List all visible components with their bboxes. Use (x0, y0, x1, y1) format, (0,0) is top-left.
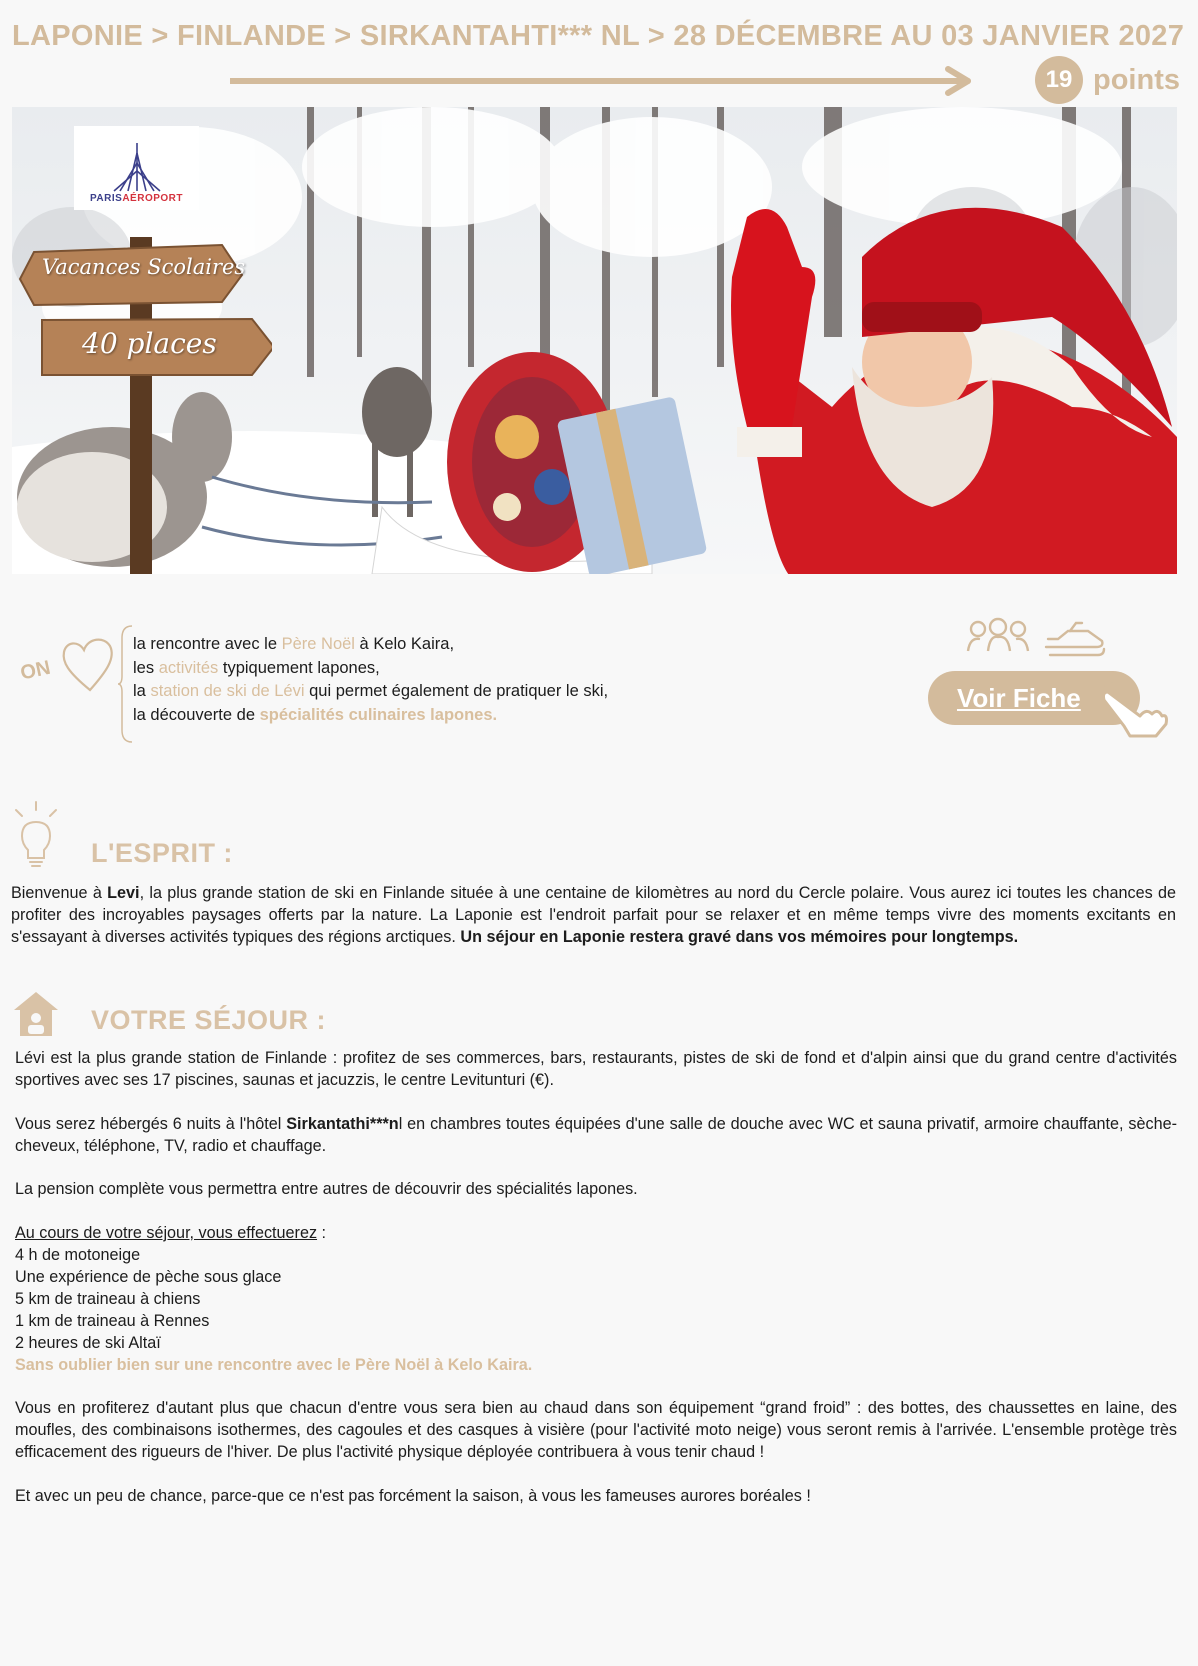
sejour-paragraph-3: La pension complète vous permettra entre autres de découvrir des spécialités lapones. (15, 1180, 638, 1198)
esprit-heading: L'ESPRIT : (91, 838, 233, 868)
list-item: 2 heures de ski Altaï (15, 1334, 161, 1352)
list-item: la station de ski de Lévi qui permet également de pratiquer le ski, (133, 682, 609, 700)
points-value: 19 (1035, 56, 1083, 104)
sejour-paragraph-5: Et avec un peu de chance, parce-que ce n'est pas forcément la saison, à vous les fameuses aurores boréales ! (15, 1487, 811, 1505)
activities-list (15, 1222, 1177, 1376)
pointing-hand-icon (1094, 678, 1170, 738)
sejour-paragraph-2: Vous serez hébergés 6 nuits à l'hôtel Sirkantathi***nl en chambres toutes équipées d'une salle de douche avec WC et sauna privatif, armoire chauffante, sèche-cheveux, téléphone, TV, radio et chauffage. (15, 1115, 1177, 1155)
logo-text-aeroport: AÉROPORT (122, 193, 183, 204)
points-badge (1035, 56, 1180, 104)
page-title: LAPONIE > FINLANDE > SIRKANTAHTI*** NL > 28 DÉCEMBRE AU 03 JANVIER 2027 (12, 20, 1185, 52)
sejour-heading: VOTRE SÉJOUR : (91, 1005, 327, 1035)
activities-intro: Au cours de votre séjour, vous effectuerez : (15, 1224, 327, 1242)
logo-text-paris: PARIS (90, 193, 123, 204)
list-item: 5 km de traineau à chiens (15, 1290, 201, 1308)
arrow-right-icon (230, 66, 972, 96)
points-label: points (1093, 63, 1180, 96)
hero-image (12, 107, 1177, 574)
sign-vacances-scolaires: Vacances Scolaires (42, 255, 246, 279)
lightbulb-icon (10, 800, 62, 872)
list-item: les activités typiquement lapones, (133, 658, 380, 677)
santa-highlight: Sans oublier bien sur une rencontre avec le Père Noël à Kelo Kaira. (15, 1356, 533, 1374)
activity-icons (966, 617, 1106, 661)
on-love-heart-icon (18, 628, 118, 698)
house-icon (12, 990, 60, 1038)
list-item: la rencontre avec le Père Noël à Kelo Kaira, (133, 635, 455, 653)
list-item: la découverte de spécialités culinaires lapones. (133, 705, 498, 724)
esprit-paragraph: Bienvenue à Levi, la plus grande station de ski en Finlande située à une centaine de kilomètres au nord du Cercle polaire. Vous aurez ici toutes les chances de profiter des incroyables paysages offerts par la nature. La Laponie est l'endroit parfait pour se relaxer et en même temps vivre des moments excitants en s'essayant à diverses activités typiques des régions arctiques. Un séjour en Laponie restera gravé dans vos mémoires pour longtemps. (11, 884, 1176, 946)
sejour-paragraph-1: Lévi est la plus grande station de Finlande : profitez de ses commerces, bars, restaurants, pistes de ski de fond et d'alpin ainsi que du grand centre d'activités sportives avec ses 17 piscines, saunas et jacuzzis, le centre Levitunturi (€). (15, 1049, 1177, 1089)
group-people-icon (968, 619, 1028, 651)
voir-fiche-button[interactable]: Voir Fiche (928, 671, 1140, 725)
bracket-decoration (118, 624, 134, 744)
on-label: ON (18, 656, 53, 685)
highlights-list (133, 633, 608, 727)
sign-places: 40 places (82, 327, 217, 360)
snowmobile-icon (1046, 623, 1104, 655)
sejour-paragraph-4: Vous en profiterez d'autant plus que chacun d'entre vous sera bien au chaud dans son équipement “grand froid” : des bottes, des chaussettes en laine, des moufles, des combinaisons isothermes, des cagoules et des casques à visière (pour l'activité moto neige) vous seront remis à l'arrivée. L'ensemble protège très efficacement des rigueurs de l'hiver. De plus l'activité physique déployée contribuera à vous tenir chaud ! (15, 1399, 1177, 1461)
list-item: 1 km de traineau à Rennes (15, 1312, 210, 1330)
list-item: Une expérience de pèche sous glace (15, 1268, 282, 1286)
list-item: 4 h de motoneige (15, 1246, 141, 1264)
